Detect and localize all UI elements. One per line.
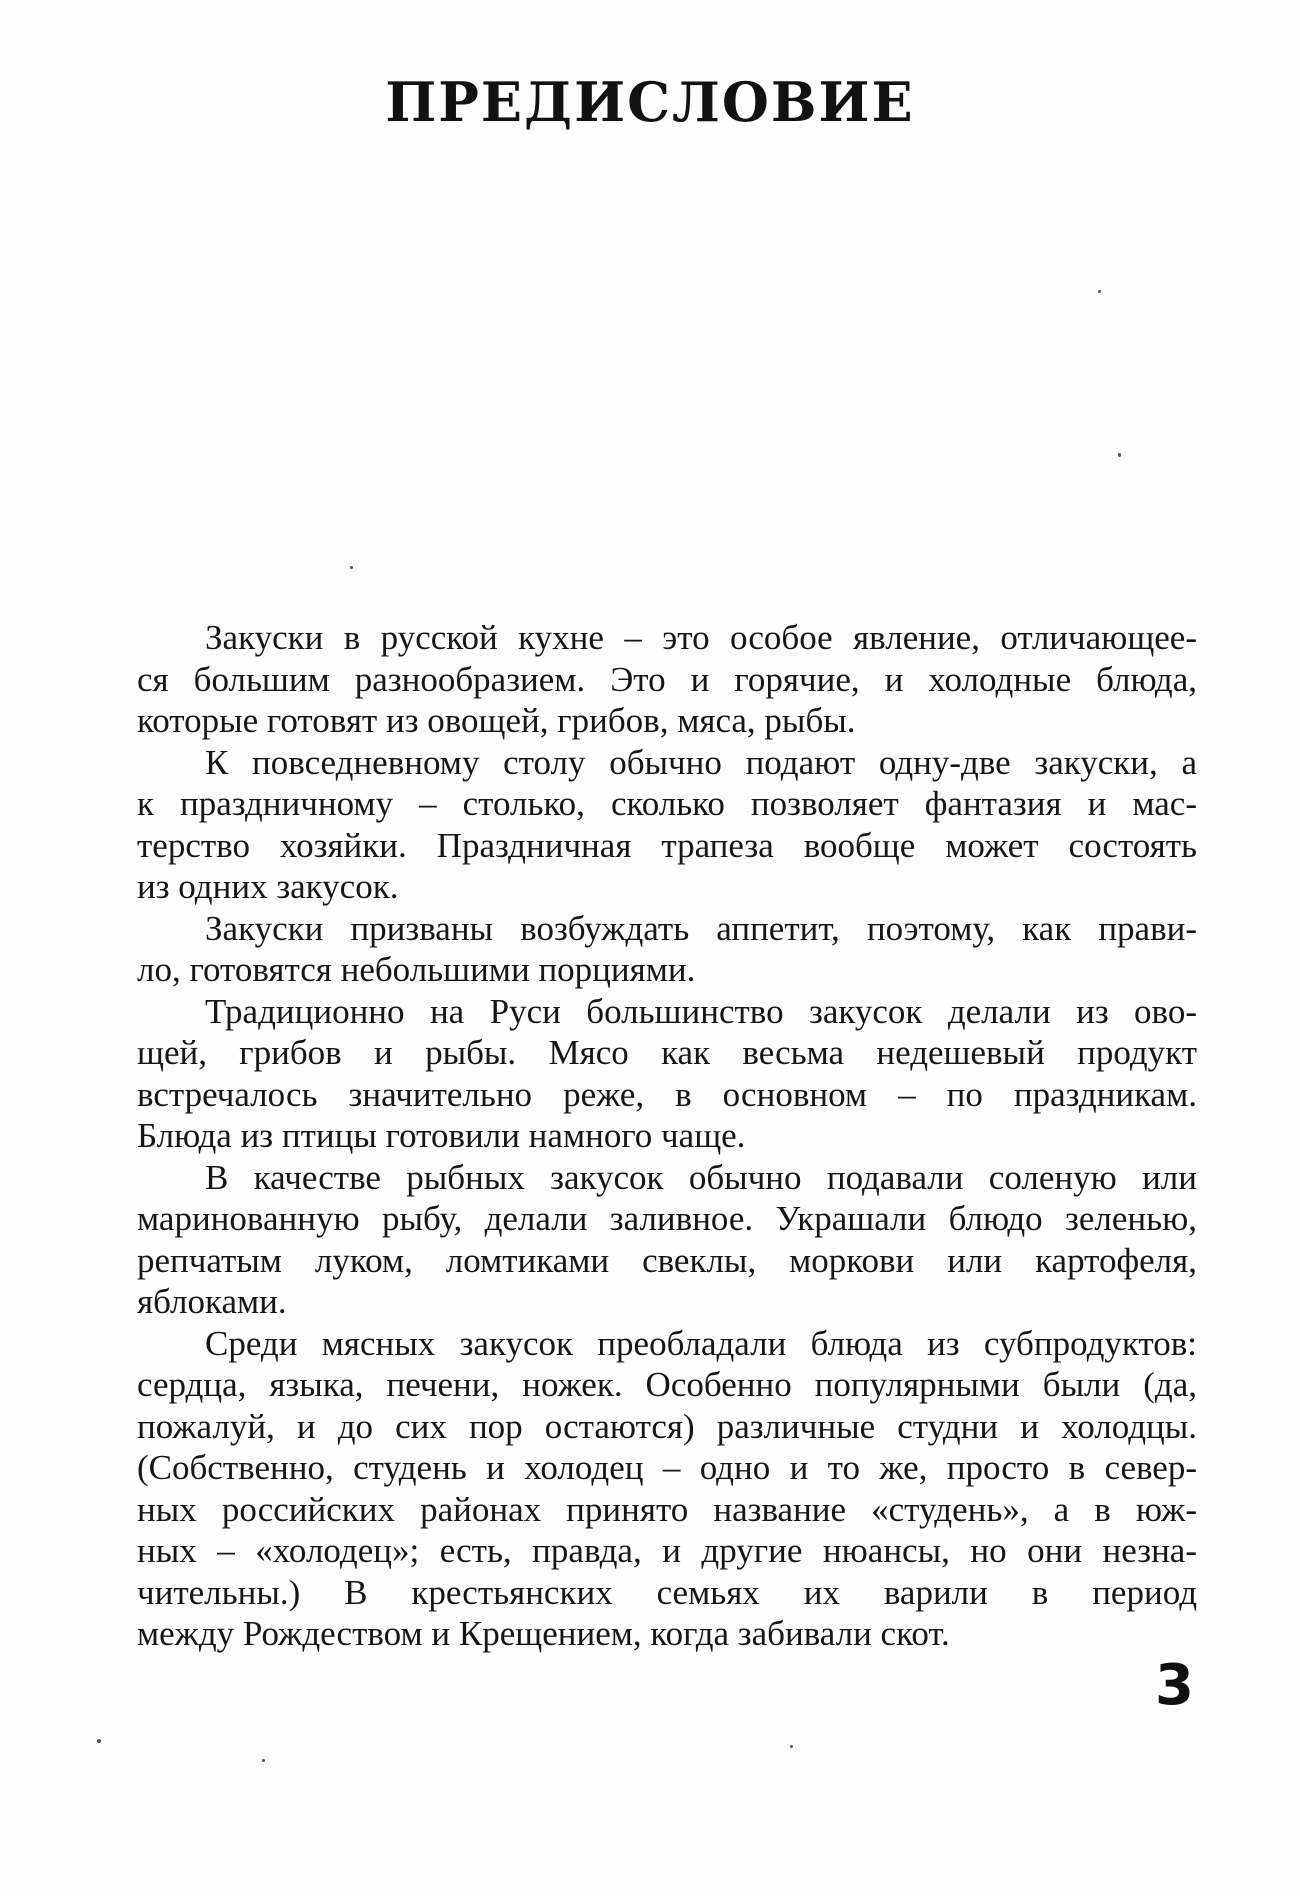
text-line: пожалуй, и до сих пор остаются) различные студни и холодцы.: [137, 1406, 1197, 1446]
paragraph: [137, 1323, 1197, 1655]
text-line: к праздничному – столько, сколько позволяет фантазия и мас-: [137, 784, 1197, 823]
text-line: репчатым луком, ломтиками свеклы, моркови или картофеля,: [137, 1240, 1197, 1280]
scan-speck: [350, 566, 353, 569]
body-text: [137, 617, 1197, 1655]
text-line: ло, готовятся небольшими порциями.: [137, 950, 696, 989]
page-title: ПРЕДИСЛОВИЕ: [385, 70, 915, 134]
paragraph: [137, 1157, 1197, 1323]
text-line: В качестве рыбных закусок обычно подавали соленую или: [205, 1157, 1197, 1197]
text-line: К повседневному столу обычно подают одну-две закуски, а: [205, 742, 1197, 782]
text-line: Блюда из птицы готовили намного чаще.: [137, 1116, 746, 1155]
text-line: между Рождеством и Крещением, когда забивали скот.: [137, 1614, 950, 1653]
text-line: маринованную рыбу, делали заливное. Украшали блюдо зеленью,: [137, 1199, 1197, 1238]
text-line: Среди мясных закусок преобладали блюда из субпродуктов:: [205, 1323, 1197, 1363]
page-number: 3: [1155, 1653, 1194, 1718]
text-line: чительны.) В крестьянских семьях их варили в период: [137, 1572, 1197, 1612]
scan-speck: [790, 1745, 793, 1748]
text-line: которые готовят из овощей, грибов, мяса, рыбы.: [137, 701, 856, 740]
text-line: Закуски в русской кухне – это особое явление, отличающее-: [205, 618, 1197, 657]
text-line: Закуски призваны возбуждать аппетит, поэтому, как прави-: [205, 908, 1197, 948]
scan-speck: [262, 1759, 265, 1762]
text-line: ных – «холодец»; есть, правда, и другие нюансы, но они незна-: [137, 1531, 1197, 1570]
scan-speck: [97, 1739, 101, 1743]
text-line: терство хозяйки. Праздничная трапеза вообще может состоять: [137, 825, 1197, 865]
paragraph: [137, 742, 1197, 908]
text-line: (Собственно, студень и холодец – одно и то же, просто в север-: [137, 1448, 1197, 1487]
text-line: сердца, языка, печени, ножек. Особенно популярными были (да,: [137, 1365, 1197, 1404]
paragraph: [137, 908, 1197, 991]
text-line: встречалось значительно реже, в основном – по праздникам.: [137, 1074, 1197, 1114]
text-line: яблоками.: [137, 1282, 287, 1321]
text-line: ных российских районах принято название «студень», а в юж-: [137, 1489, 1197, 1529]
text-line: щей, грибов и рыбы. Мясо как весьма недешевый продукт: [137, 1033, 1197, 1072]
paragraph: [137, 991, 1197, 1157]
paragraph: [137, 617, 1197, 742]
scan-speck: [1118, 453, 1121, 457]
text-line: Традиционно на Руси большинство закусок делали из ово-: [205, 991, 1197, 1031]
text-line: из одних закусок.: [137, 867, 399, 906]
scan-speck: [1098, 290, 1101, 293]
text-line: ся большим разнообразием. Это и горячие, и холодные блюда,: [137, 659, 1197, 699]
